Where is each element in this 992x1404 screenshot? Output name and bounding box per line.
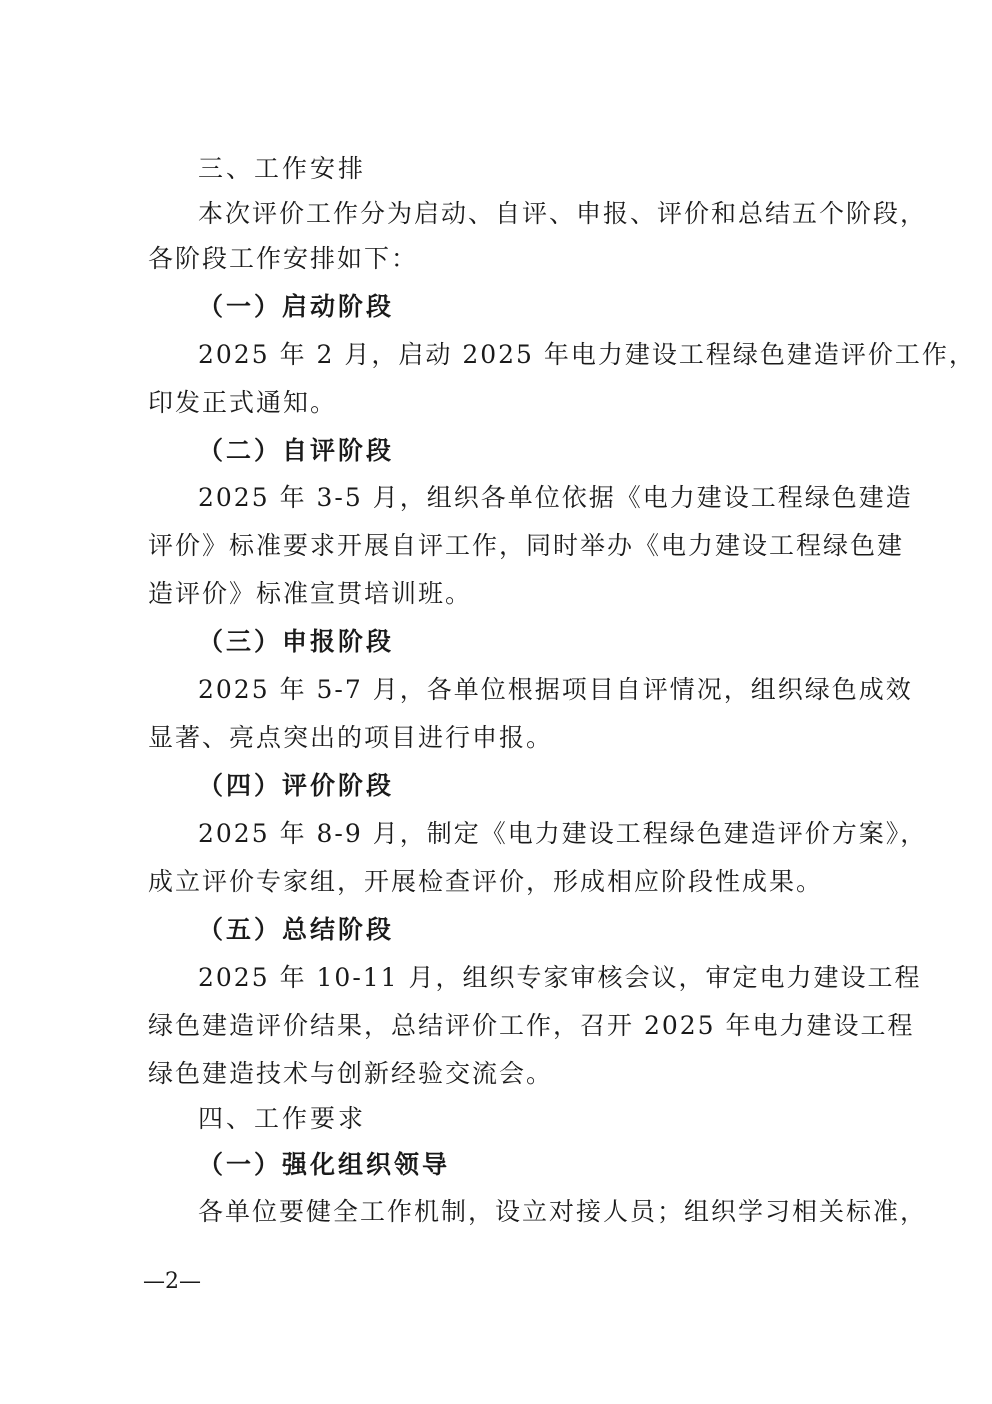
paragraph-line: 各单位要健全工作机制，设立对接人员；组织学习相关标准， [198, 1197, 928, 1226]
subheading-summary-stage: （五）总结阶段 [198, 915, 395, 944]
paragraph-line: 2025 年 2 月，启动 2025 年电力建设工程绿色建造评价工作， [198, 340, 976, 369]
subheading-evaluation-stage: （四）评价阶段 [198, 771, 395, 800]
section-heading-work-arrangement: 三、工作安排 [198, 154, 367, 183]
paragraph-line: 造评价》标准宣贯培训班。 [148, 579, 473, 608]
paragraph-line: 各阶段工作安排如下： [148, 244, 419, 273]
section-heading-work-requirements: 四、工作要求 [198, 1104, 367, 1133]
subheading-application-stage: （三）申报阶段 [198, 627, 395, 656]
paragraph-line: 2025 年 10-11 月，组织专家审核会议，审定电力建设工程 [198, 963, 922, 992]
paragraph-line: 成立评价专家组，开展检查评价，形成相应阶段性成果。 [148, 867, 824, 896]
paragraph-line: 2025 年 3-5 月，组织各单位依据《电力建设工程绿色建造 [198, 483, 913, 512]
paragraph-line: 绿色建造技术与创新经验交流会。 [148, 1059, 554, 1088]
paragraph-line: 2025 年 8-9 月，制定《电力建设工程绿色建造评价方案》， [198, 819, 928, 848]
page-number: —2— [143, 1269, 201, 1294]
subheading-startup-stage: （一）启动阶段 [198, 292, 395, 321]
subheading-self-evaluation-stage: （二）自评阶段 [198, 436, 395, 465]
subheading-strengthen-leadership: （一）强化组织领导 [198, 1150, 451, 1179]
paragraph-line: 本次评价工作分为启动、自评、申报、评价和总结五个阶段， [198, 199, 928, 228]
paragraph-line: 绿色建造评价结果，总结评价工作，召开 2025 年电力建设工程 [148, 1011, 915, 1040]
paragraph-line: 印发正式通知。 [148, 388, 338, 417]
paragraph-line: 评价》标准要求开展自评工作，同时举办《电力建设工程绿色建 [148, 531, 905, 560]
paragraph-line: 2025 年 5-7 月，各单位根据项目自评情况，组织绿色成效 [198, 675, 913, 704]
paragraph-line: 显著、亮点突出的项目进行申报。 [148, 723, 554, 752]
